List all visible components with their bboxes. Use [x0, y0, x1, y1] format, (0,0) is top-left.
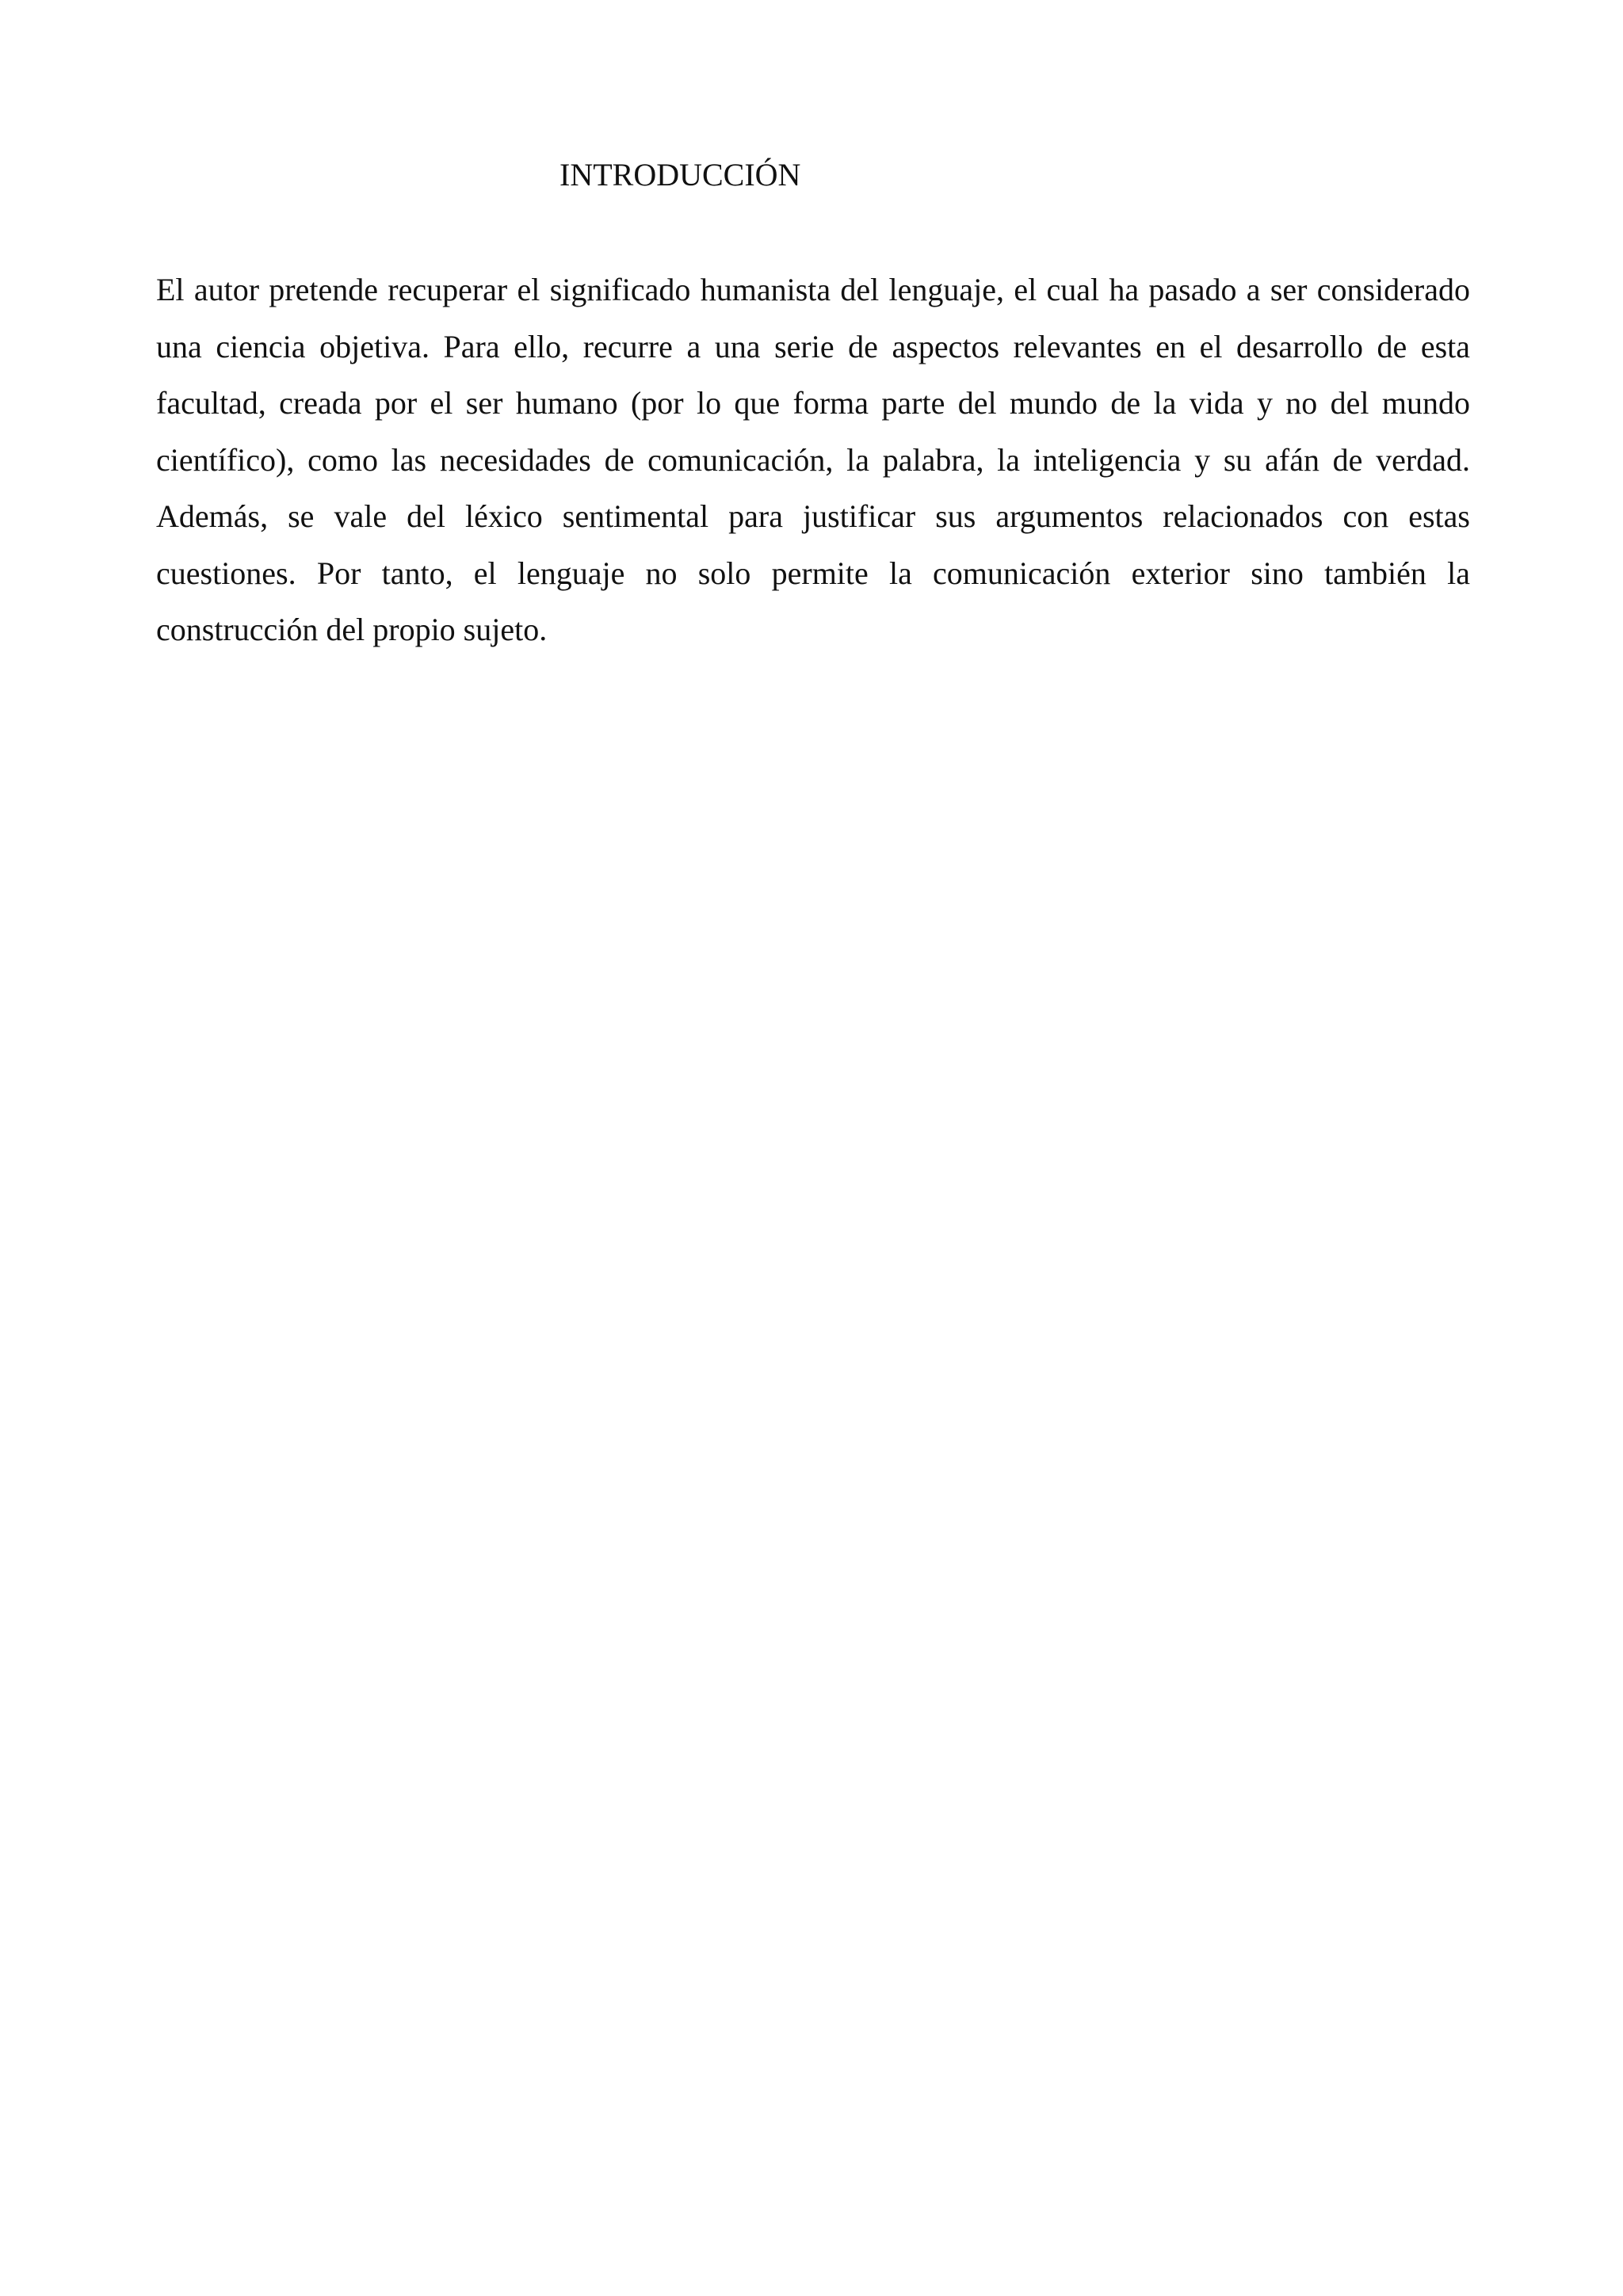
introduction-paragraph: El autor pretende recuperar el significado humanista del lenguaje, el cual ha pasado a ser considerado una ciencia objetiva. Para ello, recurre a una serie de aspectos relevantes en el desarrollo de esta facultad, creada por el ser humano (por lo que forma parte del mundo de la vida y no del mundo científico), como las necesidades de comunicación, la palabra, la inteligencia y su afán de verdad. Además, se vale del léxico sentimental para justificar sus argumentos relacionados con estas cuestiones. Por tanto, el lenguaje no solo permite la comunicación exterior sino también la construcción del propio sujeto. [156, 272, 1470, 647]
page-title: INTRODUCCIÓN [559, 157, 801, 193]
